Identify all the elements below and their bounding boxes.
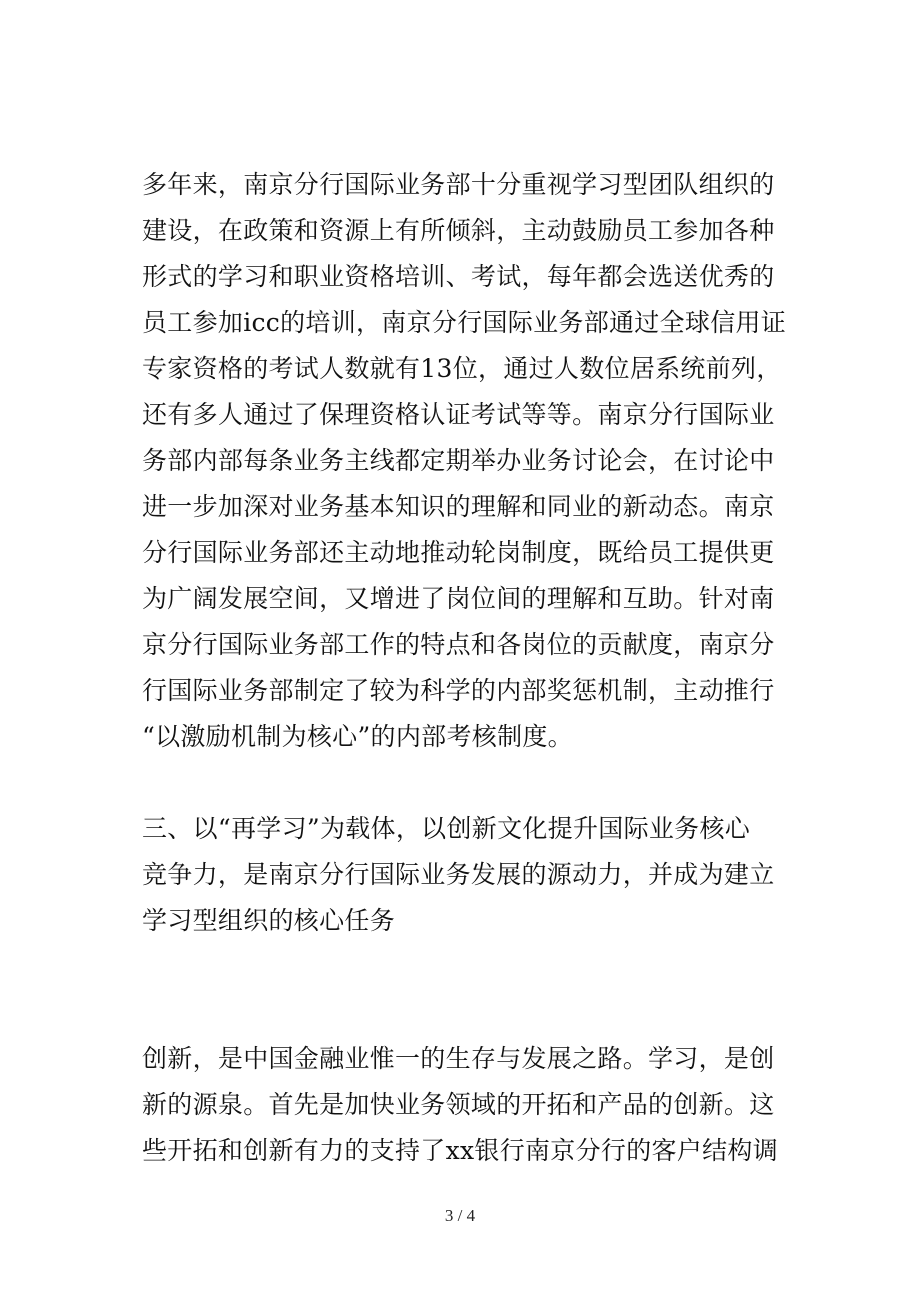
section-heading-relearning: [142, 806, 782, 944]
text-line: 形式的学习和职业资格培训、考试，每年都会选送优秀的: [142, 262, 775, 291]
page-number: 3 / 4: [444, 1206, 476, 1225]
text-line: 创新，是中国金融业惟一的生存与发展之路。学习，是创: [142, 1044, 775, 1073]
text-line: 多年来，南京分行国际业务部十分重视学习型团队组织的: [142, 170, 775, 199]
text-line: 分行国际业务部还主动地推动轮岗制度，既给员工提供更: [142, 538, 775, 567]
text-line: 新的源泉。首先是加快业务领域的开拓和产品的创新。这: [142, 1090, 775, 1119]
text-line: “以激励机制为核心”的内部考核制度。: [142, 722, 573, 751]
text-line: 专家资格的考试人数就有13位，通过人数位居系统前列，: [142, 354, 782, 383]
text-line: 进一步加深对业务基本知识的理解和同业的新动态。南京: [142, 492, 775, 521]
text-line: 建设，在政策和资源上有所倾斜，主动鼓励员工参加各种: [142, 216, 775, 245]
heading-line: 学习型组织的核心任务: [142, 906, 396, 935]
paragraph-team-learning: [142, 162, 787, 760]
heading-line: 竞争力，是南京分行国际业务发展的源动力，并成为建立: [142, 860, 775, 889]
text-line: 些开拓和创新有力的支持了xx银行南京分行的客户结构调: [142, 1136, 779, 1165]
paragraph-innovation: [142, 1036, 782, 1174]
text-line: 京分行国际业务部工作的特点和各岗位的贡献度，南京分: [142, 630, 775, 659]
text-line: 还有多人通过了保理资格认证考试等等。南京分行国际业: [142, 400, 775, 429]
text-line: 务部内部每条业务主线都定期举办业务讨论会，在讨论中: [142, 446, 775, 475]
text-line: 为广阔发展空间，又增进了岗位间的理解和互助。针对南: [142, 584, 775, 613]
heading-line: 三、以“再学习”为载体，以创新文化提升国际业务核心: [142, 814, 751, 843]
text-line: 行国际业务部制定了较为科学的内部奖惩机制，主动推行: [142, 676, 775, 705]
text-line: 员工参加icc的培训，南京分行国际业务部通过全球信用证: [142, 308, 787, 337]
